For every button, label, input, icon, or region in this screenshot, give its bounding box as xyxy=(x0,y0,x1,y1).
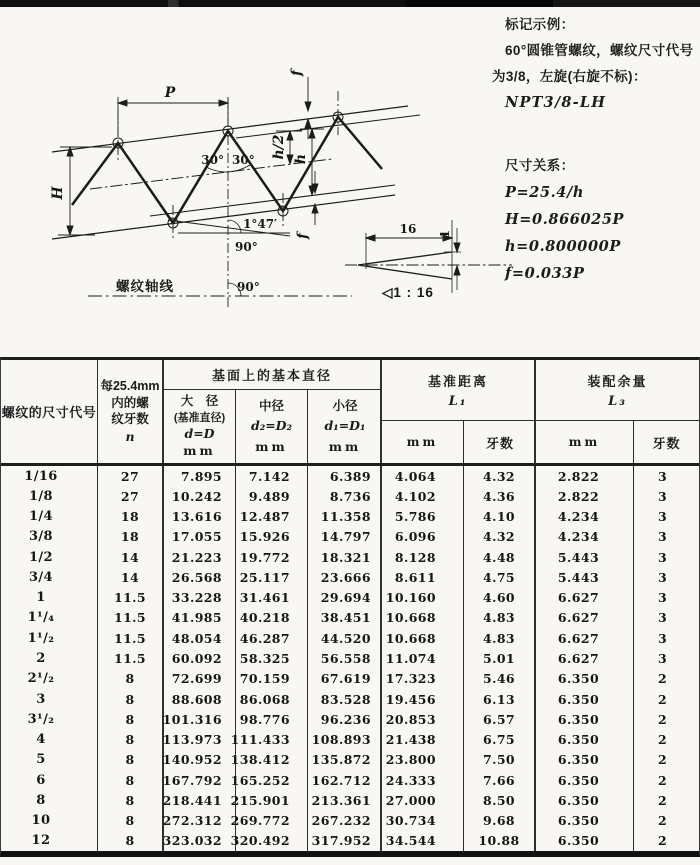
header-major-formula: d=D xyxy=(184,426,215,442)
table-cell: 2 xyxy=(657,752,668,768)
table-cell: 38.451 xyxy=(308,608,382,628)
table-cell: 4.32 xyxy=(464,466,536,486)
thread-axis-label: 螺纹轴线 xyxy=(116,279,174,294)
table-cell: 40.218 xyxy=(236,608,308,628)
table-cell: 2¹/₂ xyxy=(1,669,98,689)
table-cell: 6.350 xyxy=(536,689,634,709)
header-l3-unit: mm xyxy=(536,421,634,463)
table-row xyxy=(1,709,699,729)
table-cell: 101.316 xyxy=(164,709,236,729)
table-cell: 21.438 xyxy=(382,729,464,749)
table-row xyxy=(1,588,699,608)
crest-cone-lines xyxy=(52,106,420,152)
table-cell: 8.736 xyxy=(308,486,382,506)
table-cell: 5.786 xyxy=(382,507,464,527)
thread-designation: NPT3/8-LH xyxy=(505,94,607,111)
table-cell: 8 xyxy=(98,750,164,770)
formula-H: H=0.866025P xyxy=(505,211,625,228)
table-cell: 13.616 xyxy=(164,507,236,527)
table-cell: 113.973 xyxy=(164,729,236,749)
table-cell: 269.772 xyxy=(236,811,308,831)
figure-area xyxy=(0,7,520,357)
table-cell: 218.441 xyxy=(164,790,236,810)
header-pitch-dia-line1: 中径 xyxy=(258,398,284,413)
table-cell: 2 xyxy=(657,732,668,748)
thread-dimension-table xyxy=(0,357,700,857)
table-cell: 6.350 xyxy=(536,709,634,729)
header-l1-symbol: L₁ xyxy=(448,394,468,409)
table-cell: 8 xyxy=(98,669,164,689)
table-cell: 2 xyxy=(657,691,668,707)
table-cell: 33.228 xyxy=(164,588,236,608)
table-cell: 2 xyxy=(657,792,668,808)
table-header xyxy=(1,360,699,466)
scan-edge-top xyxy=(0,0,700,7)
table-cell: 27 xyxy=(98,466,164,486)
table-cell: 27 xyxy=(98,486,164,506)
table-cell: 88.608 xyxy=(164,689,236,709)
table-cell: 8 xyxy=(98,770,164,790)
pitch-label: P xyxy=(164,85,176,101)
header-tpi-line1: 每25.4mm xyxy=(100,379,160,393)
table-cell: 2 xyxy=(657,813,668,829)
table-cell: 58.325 xyxy=(236,648,308,668)
marking-example-block xyxy=(492,12,700,287)
table-cell: 9.68 xyxy=(464,811,536,831)
table-cell: 18 xyxy=(98,527,164,547)
table-cell: 34.544 xyxy=(382,831,464,851)
dimension-pitch xyxy=(118,97,228,135)
header-size-code xyxy=(1,360,98,463)
table-row xyxy=(1,648,699,668)
table-cell: 3 xyxy=(1,689,98,709)
table-cell: 111.433 xyxy=(236,729,308,749)
header-minor-unit: mm xyxy=(328,438,362,454)
table-cell: 18 xyxy=(98,507,164,527)
table-cell: 6.350 xyxy=(536,729,634,749)
table-row xyxy=(1,608,699,628)
table-cell: 5.01 xyxy=(464,648,536,668)
table-cell: 140.952 xyxy=(164,750,236,770)
table-cell: 1¹/₄ xyxy=(1,608,98,628)
table-cell: 6.350 xyxy=(536,831,634,851)
table-row xyxy=(1,669,699,689)
table-cell: 8 xyxy=(98,709,164,729)
table-cell: 6.350 xyxy=(536,770,634,790)
header-major-line1: 大 径 xyxy=(180,394,219,409)
table-cell: 267.232 xyxy=(308,811,382,831)
table-cell: 8.128 xyxy=(382,547,464,567)
table-cell: 8 xyxy=(98,831,164,851)
table-cell: 162.712 xyxy=(308,770,382,790)
header-major-line2: (基准直径) xyxy=(173,411,226,424)
taper-ratio-label: ◁1 : 16 xyxy=(382,285,434,300)
table-cell: 8 xyxy=(98,689,164,709)
table-row xyxy=(1,729,699,749)
table-cell: 2 xyxy=(657,772,668,788)
table-cell: 3 xyxy=(657,488,668,504)
table-cell: 19.772 xyxy=(236,547,308,567)
table-cell: 213.361 xyxy=(308,790,382,810)
header-minor-diameter xyxy=(308,390,382,463)
header-size-code-label: 螺纹的尺寸代号 xyxy=(1,405,97,420)
table-cell: 10.88 xyxy=(464,831,536,851)
table-cell: 6.350 xyxy=(536,750,634,770)
table-cell: 7.66 xyxy=(464,770,536,790)
table-row xyxy=(1,486,699,506)
table-cell: 6.350 xyxy=(536,669,634,689)
table-cell: 3¹/₂ xyxy=(1,709,98,729)
example-line2: 为3/8，左旋(右旋不标)： xyxy=(492,69,647,84)
table-cell: 6.57 xyxy=(464,709,536,729)
table-cell: 8 xyxy=(98,811,164,831)
table-cell: 135.872 xyxy=(308,750,382,770)
table-cell: 5.443 xyxy=(536,567,634,587)
table-cell: 10 xyxy=(1,811,98,831)
table-cell: 19.456 xyxy=(382,689,464,709)
detail-height-label: 1 xyxy=(438,229,452,239)
header-threads-per-25mm xyxy=(98,360,164,463)
table-cell: 11.5 xyxy=(98,588,164,608)
header-tpi-symbol: n xyxy=(125,428,135,444)
table-row xyxy=(1,790,699,810)
table-cell: 70.159 xyxy=(236,669,308,689)
table-cell: 4.83 xyxy=(464,608,536,628)
table-row xyxy=(1,811,699,831)
table-cell: 10.160 xyxy=(382,588,464,608)
table-cell: 30.734 xyxy=(382,811,464,831)
angle-right-label: 30° xyxy=(232,153,255,167)
table-cell: 11.5 xyxy=(98,648,164,668)
table-cell: 3 xyxy=(657,509,668,525)
table-row xyxy=(1,750,699,770)
table-cell: 6.627 xyxy=(536,608,634,628)
table-cell: 7.142 xyxy=(236,466,308,486)
table-cell: 8.611 xyxy=(382,567,464,587)
table-cell: 2 xyxy=(1,648,98,668)
header-l1-turns: 牙数 xyxy=(485,435,514,451)
header-tpi-line2: 内的螺 xyxy=(111,395,149,410)
table-cell: 56.558 xyxy=(308,648,382,668)
table-cell: 11.358 xyxy=(308,507,382,527)
table-cell: 14 xyxy=(98,547,164,567)
header-minor-formula: d₁=D₁ xyxy=(324,418,366,433)
header-pitch-diameter xyxy=(236,390,308,463)
table-cell: 108.893 xyxy=(308,729,382,749)
table-cell: 3 xyxy=(657,569,668,585)
table-cell: 4.32 xyxy=(464,527,536,547)
table-cell: 3 xyxy=(657,651,668,667)
table-cell: 23.666 xyxy=(308,567,382,587)
half-depth-label: h/2 xyxy=(271,134,287,160)
table-cell: 27.000 xyxy=(382,790,464,810)
table-row xyxy=(1,689,699,709)
table-cell: 6.627 xyxy=(536,648,634,668)
table-cell: 8 xyxy=(98,729,164,749)
table-row xyxy=(1,466,699,486)
table-cell: 29.694 xyxy=(308,588,382,608)
table-cell: 4 xyxy=(1,729,98,749)
table-cell: 17.055 xyxy=(164,527,236,547)
table-cell: 25.117 xyxy=(236,567,308,587)
f-top-label: f xyxy=(289,69,305,77)
formula-f: f=0.033P xyxy=(505,265,585,282)
table-cell: 98.776 xyxy=(236,709,308,729)
table-cell: 46.287 xyxy=(236,628,308,648)
table-cell: 2 xyxy=(657,833,668,849)
table-cell: 165.252 xyxy=(236,770,308,790)
table-cell: 8 xyxy=(1,790,98,810)
table-cell: 17.323 xyxy=(382,669,464,689)
table-row xyxy=(1,507,699,527)
table-cell: 72.699 xyxy=(164,669,236,689)
table-cell: 3 xyxy=(657,529,668,545)
table-cell: 317.952 xyxy=(308,831,382,851)
table-cell: 4.10 xyxy=(464,507,536,527)
table-cell: 3 xyxy=(657,610,668,626)
table-cell: 2 xyxy=(657,671,668,687)
header-minor-line1: 小径 xyxy=(332,398,358,413)
table-row xyxy=(1,567,699,587)
table-cell: 41.985 xyxy=(164,608,236,628)
header-gauge-distance-group xyxy=(382,360,536,463)
table-cell: 3 xyxy=(657,590,668,606)
angle-left-label: 30° xyxy=(201,153,224,167)
table-cell: 2.822 xyxy=(536,486,634,506)
table-cell: 6.350 xyxy=(536,811,634,831)
table-cell: 2.822 xyxy=(536,466,634,486)
table-cell: 4.064 xyxy=(382,466,464,486)
table-cell: 4.75 xyxy=(464,567,536,587)
table-body xyxy=(1,466,699,851)
table-row xyxy=(1,527,699,547)
table-cell: 4.83 xyxy=(464,628,536,648)
table-cell: 215.901 xyxy=(236,790,308,810)
table-cell: 14.797 xyxy=(308,527,382,547)
table-cell: 44.520 xyxy=(308,628,382,648)
table-cell: 8.50 xyxy=(464,790,536,810)
table-cell: 3/8 xyxy=(1,527,98,547)
table-row xyxy=(1,547,699,567)
dimension-f-bottom xyxy=(312,171,318,225)
right-angle-lower-label: 90° xyxy=(237,280,260,294)
right-angle-upper-label: 90° xyxy=(235,240,258,254)
table-cell: 14 xyxy=(98,567,164,587)
table-cell: 1/8 xyxy=(1,486,98,506)
table-row xyxy=(1,770,699,790)
table-cell: 11.5 xyxy=(98,608,164,628)
table-cell: 83.528 xyxy=(308,689,382,709)
example-line1: 60°圆锥管螺纹，螺纹尺寸代号 xyxy=(505,43,694,58)
table-cell: 11.074 xyxy=(382,648,464,668)
table-cell: 6.389 xyxy=(308,466,382,486)
header-l3-title: 装配余量 xyxy=(587,374,648,389)
formula-pitch: P=25.4/h xyxy=(505,184,585,201)
table-cell: 7.50 xyxy=(464,750,536,770)
table-cell: 10.242 xyxy=(164,486,236,506)
header-assembly-allowance-group xyxy=(536,360,699,463)
table-cell: 86.068 xyxy=(236,689,308,709)
table-cell: 31.461 xyxy=(236,588,308,608)
table-row xyxy=(1,628,699,648)
table-cell: 18.321 xyxy=(308,547,382,567)
depth-label: h xyxy=(293,153,309,165)
table-cell: 6.096 xyxy=(382,527,464,547)
table-cell: 4.36 xyxy=(464,486,536,506)
f-bottom-label: f xyxy=(295,232,311,240)
table-cell: 10.668 xyxy=(382,608,464,628)
table-cell: 4.102 xyxy=(382,486,464,506)
table-cell: 6.13 xyxy=(464,689,536,709)
detail-length-label: 16 xyxy=(399,222,417,236)
table-cell: 1/16 xyxy=(1,466,98,486)
header-major-unit: mm xyxy=(183,442,216,458)
example-title: 标记示例： xyxy=(505,17,575,32)
table-cell: 5.46 xyxy=(464,669,536,689)
table-row xyxy=(1,831,699,851)
table-cell: 24.333 xyxy=(382,770,464,790)
header-pitch-dia-unit: mm xyxy=(255,438,288,454)
table-cell: 9.489 xyxy=(236,486,308,506)
table-cell: 4.234 xyxy=(536,507,634,527)
header-basic-diameters-group xyxy=(164,360,382,463)
table-cell: 6.627 xyxy=(536,628,634,648)
table-cell: 5.443 xyxy=(536,547,634,567)
table-cell: 1/2 xyxy=(1,547,98,567)
table-cell: 96.236 xyxy=(308,709,382,729)
table-cell: 6.75 xyxy=(464,729,536,749)
table-cell: 1 xyxy=(1,588,98,608)
header-pitch-dia-formula: d₂=D₂ xyxy=(250,418,292,433)
table-cell: 7.895 xyxy=(164,466,236,486)
table-cell: 4.48 xyxy=(464,547,536,567)
table-cell: 4.234 xyxy=(536,527,634,547)
table-cell: 26.568 xyxy=(164,567,236,587)
formula-h: h=0.800000P xyxy=(505,238,621,255)
relations-title: 尺寸关系： xyxy=(505,158,575,173)
table-cell: 6 xyxy=(1,770,98,790)
header-l1-title: 基准距离 xyxy=(427,374,488,389)
table-cell: 3 xyxy=(657,549,668,565)
table-cell: 1¹/₂ xyxy=(1,628,98,648)
tip-centerlines xyxy=(118,91,338,307)
header-diameters-group-title: 基面上的基本直径 xyxy=(164,360,380,390)
table-cell: 8 xyxy=(98,790,164,810)
table-cell: 12 xyxy=(1,831,98,851)
header-l3-turns: 牙数 xyxy=(652,435,681,451)
table-cell: 67.619 xyxy=(308,669,382,689)
thread-profile-diagram xyxy=(0,7,520,357)
table-cell: 4.60 xyxy=(464,588,536,608)
header-gauge-distance-title xyxy=(382,360,534,421)
table-cell: 323.032 xyxy=(164,831,236,851)
table-cell: 3 xyxy=(657,468,668,484)
header-assembly-title xyxy=(536,360,699,421)
table-cell: 10.668 xyxy=(382,628,464,648)
table-cell: 15.926 xyxy=(236,527,308,547)
taper-detail xyxy=(345,220,512,293)
table-cell: 11.5 xyxy=(98,628,164,648)
table-cell: 272.312 xyxy=(164,811,236,831)
table-cell: 1/4 xyxy=(1,507,98,527)
table-cell: 2 xyxy=(657,711,668,727)
table-cell: 6.627 xyxy=(536,588,634,608)
table-cell: 6.350 xyxy=(536,790,634,810)
table-cell: 5 xyxy=(1,750,98,770)
taper-angle-label: 1°47′ xyxy=(243,217,278,231)
table-cell: 167.792 xyxy=(164,770,236,790)
root-cone-lines xyxy=(52,185,395,239)
table-cell: 23.800 xyxy=(382,750,464,770)
table-cell: 60.092 xyxy=(164,648,236,668)
header-major-diameter xyxy=(164,390,236,463)
height-label: H xyxy=(50,186,66,200)
table-cell: 3 xyxy=(657,630,668,646)
table-cell: 3/4 xyxy=(1,567,98,587)
table-cell: 48.054 xyxy=(164,628,236,648)
table-cell: 20.853 xyxy=(382,709,464,729)
table-cell: 21.223 xyxy=(164,547,236,567)
table-cell: 138.412 xyxy=(236,750,308,770)
header-l1-unit: mm xyxy=(382,421,464,463)
thread-profile xyxy=(72,117,382,223)
table-cell: 12.487 xyxy=(236,507,308,527)
table-cell: 320.492 xyxy=(236,831,308,851)
header-tpi-line3: 纹牙数 xyxy=(111,412,149,426)
header-l3-symbol: L₃ xyxy=(608,394,627,409)
